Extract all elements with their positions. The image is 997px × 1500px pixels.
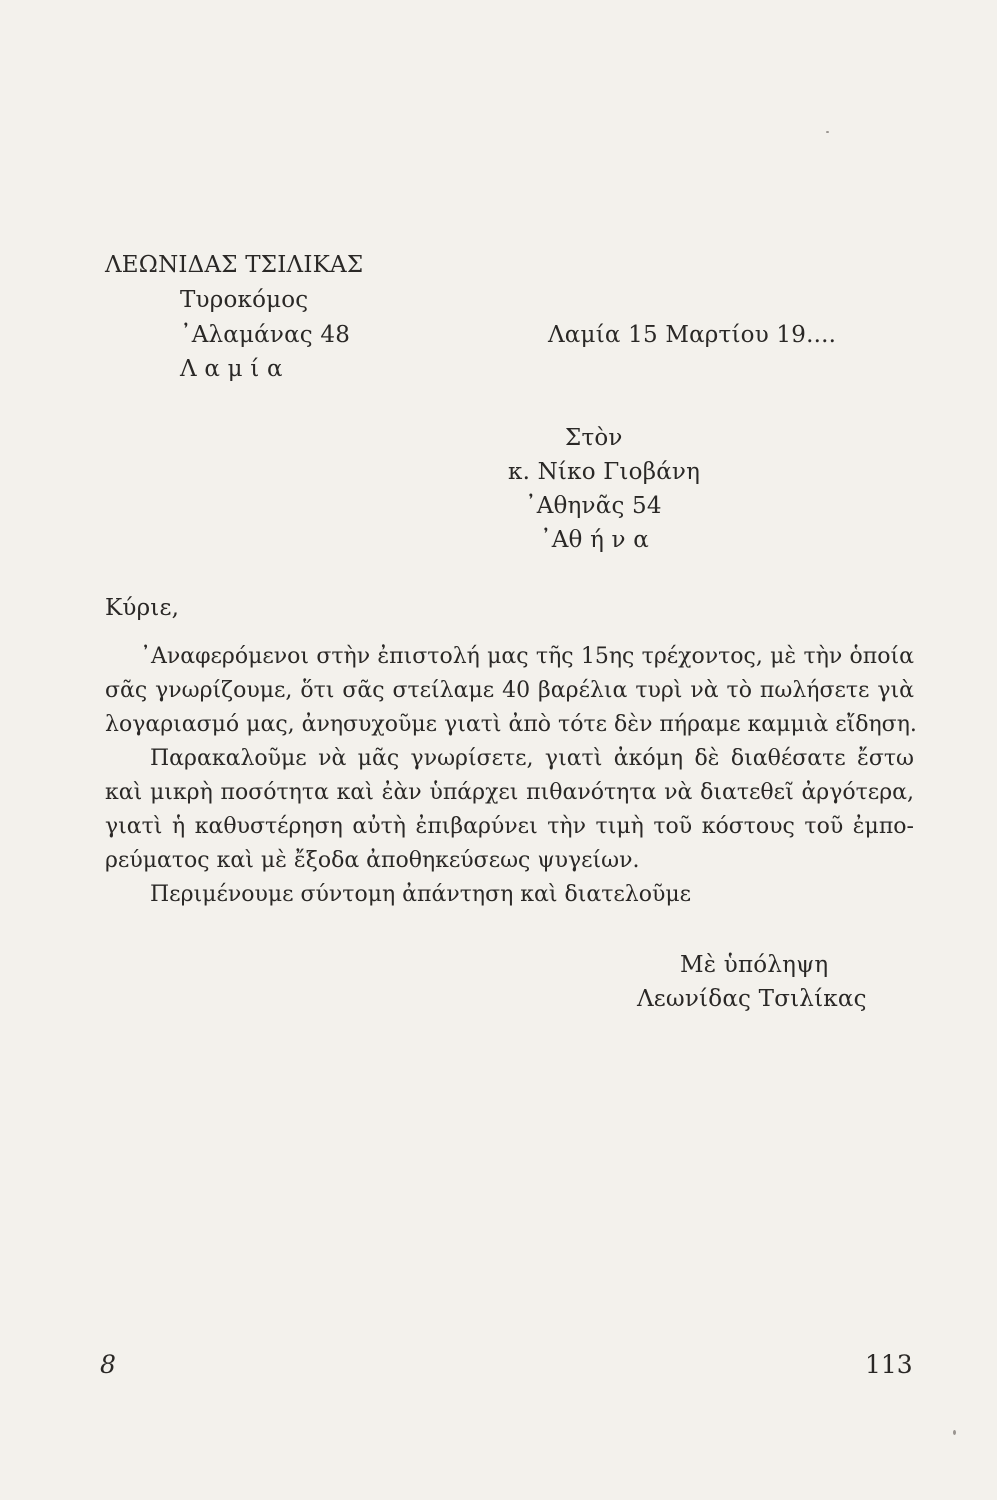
recipient-name: κ. Νίκο Γιοβάνη	[508, 459, 701, 485]
body-line: Περιμένουμε σύντομη ἀπάντηση καὶ διατελοῦμε	[150, 882, 692, 907]
sender-street: ᾿Αλαμάνας 48	[180, 322, 351, 348]
body-line: Παρακαλοῦμε νὰ μᾶς γνωρίσετε, γιατὶ ἀκόμη δὲ διαθέσατε ἔστω	[150, 746, 914, 771]
closing-signature: Λεωνίδας Τσιλίκας	[637, 986, 867, 1012]
sender-name: ΛΕΩΝΙΔΑΣ ΤΣΙΛΙΚΑΣ	[105, 252, 364, 278]
body-line: σᾶς γνωρίζουμε, ὅτι σᾶς στείλαμε 40 βαρέλια τυρὶ νὰ τὸ πωλήσετε γιὰ	[105, 678, 914, 703]
salutation: Κύριε,	[105, 595, 180, 621]
body-line: ρεύματος καὶ μὲ ἔξοδα ἀποθηκεύσεως ψυγείων.	[105, 848, 640, 873]
body-line: γιατὶ ἡ καθυστέρηση αὐτὴ ἐπιβαρύνει τὴν τιμὴ τοῦ κόστους τοῦ ἐμπο-	[105, 814, 914, 839]
body-line: ᾿Αναφερόμενοι στὴν ἐπιστολή μας τῆς 15ης τρέχοντος, μὲ τὴν ὁποία	[140, 644, 914, 669]
scan-speck	[953, 1430, 956, 1435]
signature-mark: 8	[100, 1350, 116, 1379]
recipient-prefix: Στὸν	[565, 425, 623, 451]
body-line: καὶ μικρὴ ποσότητα καὶ ἐὰν ὑπάρχει πιθανότητα νὰ διατεθεῖ ἀργότερα,	[105, 780, 914, 805]
sender-city: Λ α μ ί α	[180, 356, 283, 382]
scan-speck	[826, 131, 829, 133]
recipient-street: ᾿Αθηνᾶς 54	[525, 493, 662, 519]
body-line: λογαριασμό μας, ἀνησυχοῦμε γιατὶ ἀπὸ τότε δὲν πήραμε καμμιὰ εἴδηση.	[105, 712, 917, 737]
letter-date: Λαμία 15 Μαρτίου 19....	[548, 322, 837, 348]
page-number: 113	[865, 1350, 913, 1379]
sender-occupation: Τυροκόμος	[180, 287, 309, 313]
recipient-city: ᾿Αθ ή ν α	[540, 527, 649, 553]
closing-regards: Μὲ ὑπόληψη	[680, 952, 829, 978]
